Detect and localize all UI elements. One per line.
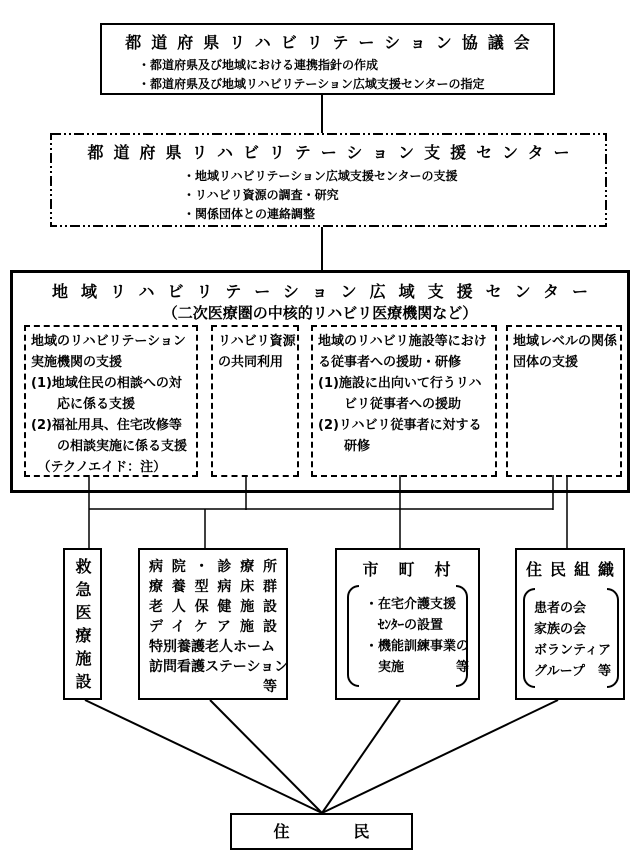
function-box-shared-resources bbox=[211, 325, 299, 477]
residents-org-item: 患者の会 bbox=[534, 601, 587, 616]
function-line: 地域レベルの関係 bbox=[513, 334, 618, 349]
pref-center-bullet: ・リハビリ資源の調査・研究 bbox=[183, 188, 339, 202]
prefectural-support-center-title: 都道府県リハビリテーション支援センター bbox=[87, 143, 580, 162]
medical-line: 等 bbox=[263, 679, 277, 695]
left-bracket bbox=[347, 585, 359, 687]
residents-org-item: グループ 等 bbox=[534, 664, 611, 679]
medical-line: デイケア施設 bbox=[149, 619, 277, 635]
function-box-staff-training bbox=[311, 325, 497, 477]
function-line: ビリ従事者への援助 bbox=[318, 397, 462, 412]
residents-organization-title: 住民組織 bbox=[525, 560, 622, 579]
residents-org-item: ボランティア bbox=[534, 643, 611, 658]
medical-line: 療養型病床群 bbox=[149, 579, 277, 595]
residents-label: 住 民 bbox=[273, 822, 370, 841]
prefectural-support-center-box bbox=[50, 133, 607, 227]
function-box-support-institutions bbox=[24, 325, 198, 477]
function-box-local-organizations bbox=[506, 325, 622, 477]
pref-center-bullet: ・関係団体との連絡調整 bbox=[183, 207, 316, 221]
regional-support-center-box bbox=[10, 270, 630, 493]
municipality-box bbox=[335, 548, 480, 700]
emergency-facility-box bbox=[63, 548, 102, 700]
medical-facilities-box bbox=[138, 548, 288, 700]
council-bullet: ・都道府県及び地域における連携指針の作成 bbox=[138, 58, 379, 72]
function-line: 地域のリハビリ施設等におけ bbox=[318, 334, 487, 349]
municipality-item: ｾﾝﾀｰの設置 bbox=[365, 618, 444, 633]
medical-line: 病院・診療所 bbox=[149, 559, 277, 575]
function-line: の相談実施に係る支援 bbox=[31, 439, 188, 454]
regional-support-center-subtitle: （二次医療圏の中核的リハビリ医療機関など） bbox=[162, 304, 478, 322]
municipality-title: 市 町 村 bbox=[362, 560, 453, 579]
regional-support-center-title: 地域リハビリテーション広域支援センター bbox=[52, 282, 601, 301]
function-line: （テクノエイド：注） bbox=[31, 460, 167, 475]
residents-organization-box bbox=[515, 548, 625, 700]
council-bullet: ・都道府県及び地域リハビリテーション広域支援センターの指定 bbox=[138, 77, 485, 91]
function-line: 応に係る支援 bbox=[31, 397, 136, 412]
function-line: 研修 bbox=[318, 439, 371, 454]
function-line: (1)地域住民の相談への対 bbox=[31, 376, 182, 391]
function-line: 地域のリハビリテーション bbox=[31, 334, 186, 349]
function-line: リハビリ資源 bbox=[218, 334, 296, 349]
function-line: る従事者への援助・研修 bbox=[318, 355, 462, 370]
function-line: 団体の支援 bbox=[513, 355, 579, 370]
function-line: (1)施設に出向いて行うリハ bbox=[318, 376, 482, 391]
municipality-item: 実施 等 bbox=[365, 660, 470, 675]
function-line: の共同利用 bbox=[218, 355, 284, 370]
residents-org-item: 家族の会 bbox=[534, 622, 587, 637]
pref-center-bullet: ・地域リハビリテーション広域支援センターの支援 bbox=[183, 169, 458, 183]
medical-line: 特別養護老人ホーム bbox=[149, 639, 275, 655]
medical-line: 老人保健施設 bbox=[149, 599, 277, 615]
council-title: 都道府県リハビリテーション協議会 bbox=[125, 33, 540, 52]
medical-line: 訪問看護ステーション bbox=[149, 659, 289, 675]
council-box bbox=[100, 23, 555, 95]
emergency-facility-label: 救急医療施設 bbox=[73, 558, 92, 696]
function-line: 実施機関の支援 bbox=[31, 355, 123, 370]
municipality-item: ・機能訓練事業の bbox=[365, 639, 470, 654]
municipality-item: ・在宅介護支援 bbox=[365, 597, 457, 612]
residents-box bbox=[230, 813, 413, 850]
function-line: (2)リハビリ従事者に対する bbox=[318, 418, 482, 433]
function-line: (2)福祉用具、住宅改修等 bbox=[31, 418, 182, 433]
